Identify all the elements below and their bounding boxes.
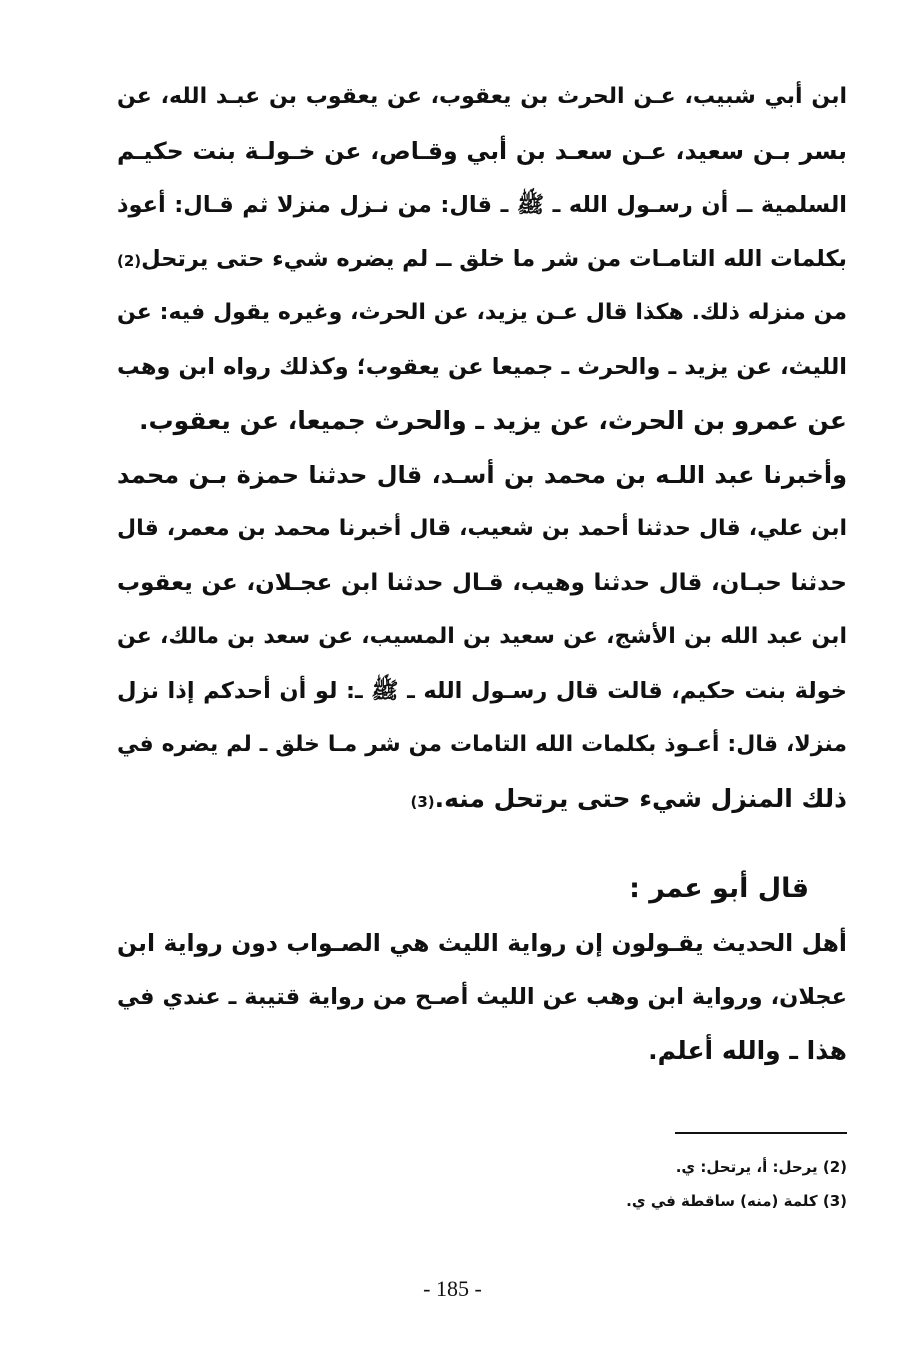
text-line: أهل الحديث يقـولون إن رواية الليث هي الصـواب دون رواية ابن (117, 929, 847, 957)
section-heading: قال أبو عمر : (629, 873, 809, 904)
text-line-with-footnote (117, 232, 847, 286)
text-line: ذلك المنزل شيء حتى يرتحل منه. (434, 784, 847, 813)
footnote-divider (675, 1132, 847, 1134)
footnote-3: (3) كلمة (منه) ساقطة في ي. (626, 1192, 847, 1210)
text-line: ابن عبد الله بن الأشج، عن سعيد بن المسيب، عن سعد بن مالك، عن (117, 624, 847, 649)
text-line: حدثنا حبـان، قال حدثنا وهيب، قـال حدثنا ابن عجـلان، عن يعقوب (117, 570, 847, 596)
text-line: عن عمرو بن الحرث، عن يزيد ـ والحرث جميعا، عن يعقوب. (139, 406, 847, 435)
text-line: السلمية ــ أن رسـول الله ـ ﷺ ـ قال: من نـزل منزلا ثم قـال: أعوذ (117, 192, 847, 218)
text-line-with-footnote (117, 772, 847, 826)
text-line: هذا ـ والله أعلم. (648, 1036, 847, 1065)
text-line: ابن أبي شبيب، عـن الحرث بن يعقوب، عن يعقوب بن عبـد الله، عن (117, 84, 847, 109)
text-line: منزلا، قال: أعـوذ بكلمات الله التامات من شر مـا خلق ـ لم يضره في (117, 732, 847, 757)
paragraph-2 (117, 448, 847, 826)
footnote-ref-3: (3) (410, 793, 435, 811)
page-number: - 185 - (423, 1276, 482, 1301)
footnote-ref-2: (2) (117, 252, 142, 270)
text-line: الليث، عن يزيد ـ والحرث ـ جميعا عن يعقوب؛ وكذلك رواه ابن وهب (117, 354, 847, 380)
paragraph-1 (117, 70, 847, 448)
text-line: من منزله ذلك. هكذا قال عـن يزيد، عن الحرث، وغيره يقول فيه: عن (117, 300, 847, 325)
text-line: ابن علي، قال حدثنا أحمد بن شعيب، قال أخبرنا محمد بن معمر، قال (117, 516, 847, 541)
footnote-2: (2) يرحل: أ، يرتحل: ي. (675, 1158, 847, 1176)
text-line: خولة بنت حكيم، قالت قال رسـول الله ـ ﷺ ـ: لو أن أحدكم إذا نزل (117, 678, 847, 704)
paragraph-3 (117, 916, 847, 1078)
text-line: وأخبرنا عبد اللـه بن محمد بن أسـد، قال حدثنا حمزة بـن محمد (117, 461, 847, 489)
text-line: عجلان، ورواية ابن وهب عن الليث أصـح من رواية قتيبة ـ عندي في (117, 984, 847, 1010)
text-line: بسر بـن سعيد، عـن سعـد بن أبي وقـاص، عن خـولـة بنت حكيـم (117, 137, 847, 165)
text-line: بكلمات الله التامـات من شر ما خلق ــ لم يضره شيء حتى يرتحل (141, 246, 847, 272)
footnotes (447, 1150, 847, 1218)
